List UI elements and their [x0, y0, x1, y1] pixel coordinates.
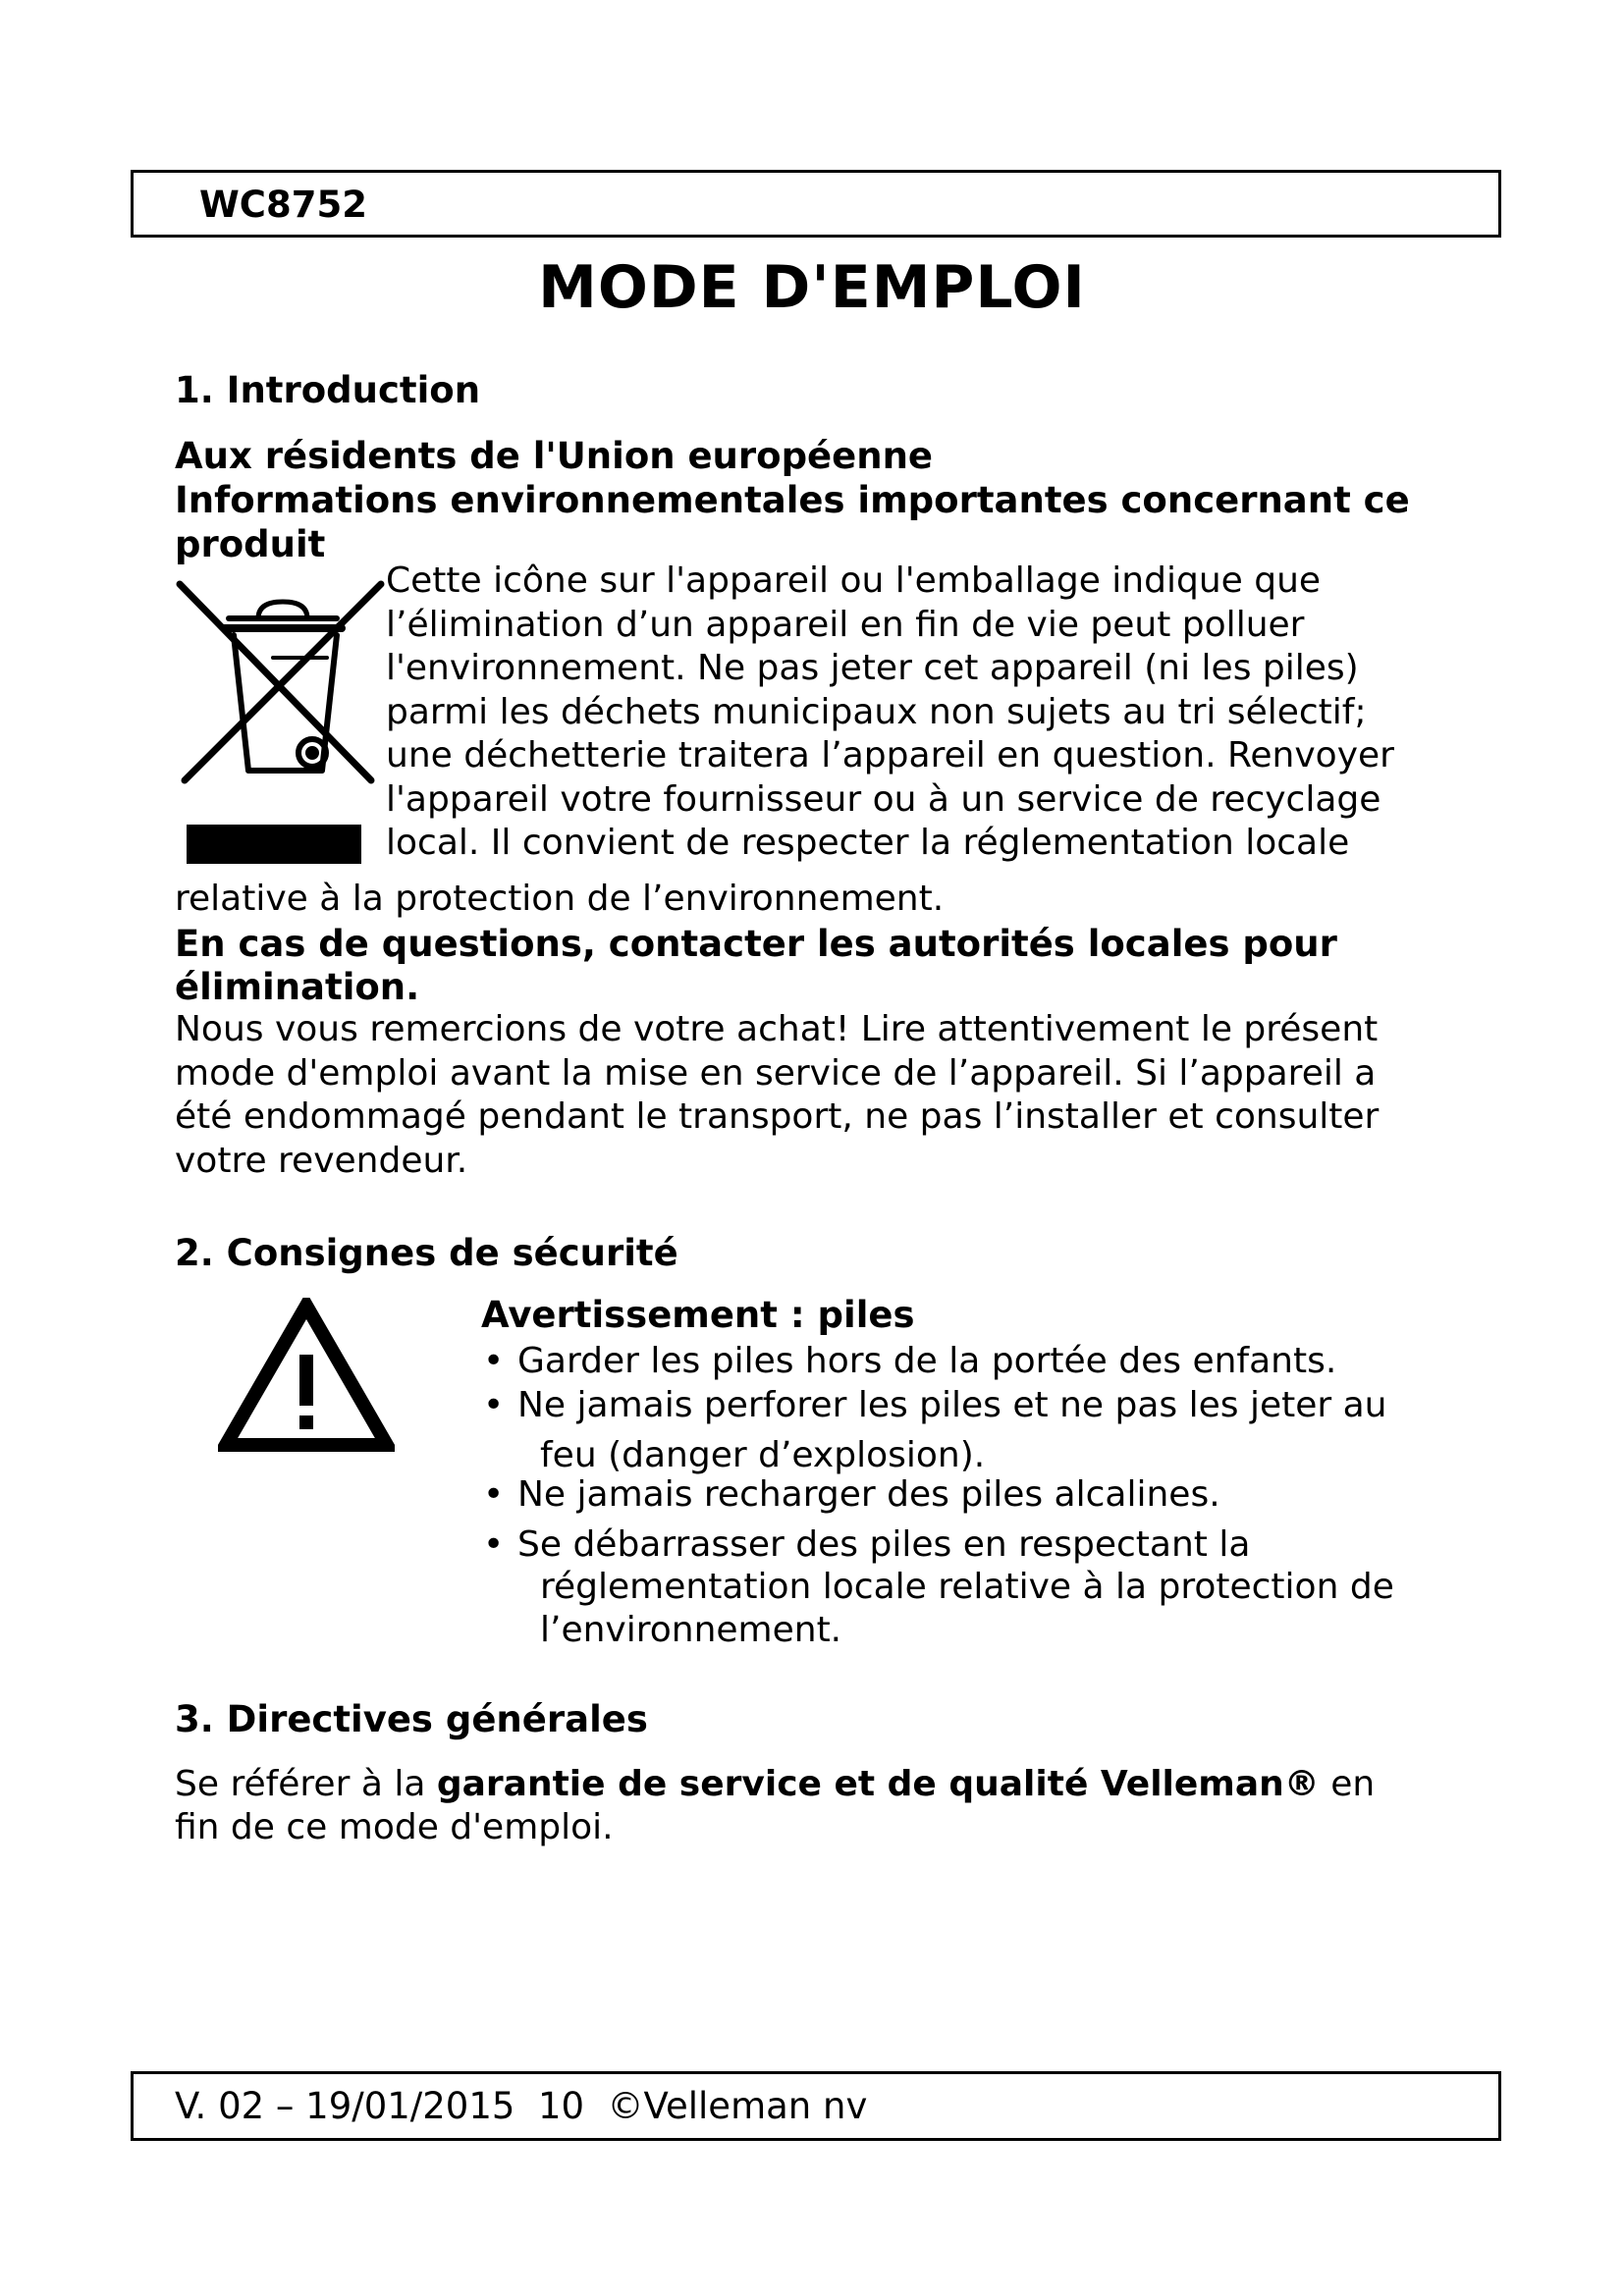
- section-3-heading: 3. Directives générales: [175, 1698, 648, 1740]
- weee-bin-icon: [175, 574, 386, 874]
- warning-triangle-icon: [218, 1298, 395, 1455]
- header-box: [131, 170, 1501, 238]
- weee-line: une déchetterie traitera l’appareil en question. Renvoyer: [386, 735, 1394, 775]
- page-title: MODE D'EMPLOI: [538, 253, 1086, 322]
- thanks-line: mode d'emploi avant la mise en service de l’appareil. Si l’appareil a: [175, 1052, 1377, 1094]
- model-number: WC8752: [199, 184, 367, 226]
- weee-line: Cette icône sur l'appareil ou l'emballage indique que: [386, 561, 1322, 601]
- bullet-text-cont: réglementation locale relative à la protection de: [540, 1567, 1394, 1607]
- bullet-dot: •: [483, 1474, 505, 1515]
- bullet-dot: •: [483, 1524, 505, 1565]
- bullet-text: Se débarrasser des piles en respectant la: [517, 1524, 1251, 1565]
- bullet-dot: •: [483, 1385, 505, 1425]
- weee-last-line: relative à la protection de l’environnement.: [175, 879, 945, 919]
- thanks-line: Nous vous remercions de votre achat! Lire attentivement le présent: [175, 1009, 1379, 1049]
- warranty-reference: garantie de service et de qualité Velleman®: [436, 1764, 1320, 1804]
- section-2-heading: 2. Consignes de sécurité: [175, 1232, 678, 1274]
- weee-text: [386, 560, 1394, 866]
- warning-title: Avertissement : piles: [481, 1294, 915, 1336]
- env-info-heading-cont: produit: [175, 523, 326, 565]
- weee-line: l’élimination d’un appareil en fin de vie peut polluer: [386, 604, 1305, 645]
- questions-text-cont: élimination.: [175, 966, 420, 1008]
- questions-text: En cas de questions, contacter les autorités locales pour: [175, 923, 1337, 965]
- weee-line: local. Il convient de respecter la réglementation locale: [386, 823, 1350, 863]
- thanks-paragraph: [175, 1008, 1379, 1183]
- bullet-text: Garder les piles hors de la portée des enfants.: [517, 1341, 1337, 1381]
- footer-text: V. 02 – 19/01/2015 10 ©Velleman nv: [175, 2085, 868, 2127]
- bullet-text-cont: l’environnement.: [540, 1610, 842, 1650]
- directives-line: [175, 1764, 1375, 1804]
- directives-text: en: [1319, 1764, 1376, 1804]
- weee-line: l'appareil votre fournisseur ou à un service de recyclage: [386, 778, 1381, 820]
- weee-line: parmi les déchets municipaux non sujets au tri sélectif;: [386, 691, 1367, 732]
- directives-line-2: fin de ce mode d'emploi.: [175, 1807, 614, 1847]
- env-info-heading: Informations environnementales importantes concernant ce: [175, 479, 1410, 521]
- thanks-line: votre revendeur.: [175, 1140, 468, 1181]
- thanks-line: été endommagé pendant le transport, ne pas l’installer et consulter: [175, 1096, 1380, 1137]
- weee-line: l'environnement. Ne pas jeter cet appareil (ni les piles): [386, 648, 1359, 688]
- bullet-text-cont: feu (danger d’explosion).: [540, 1435, 986, 1475]
- bullet-text: Ne jamais recharger des piles alcalines.: [517, 1474, 1220, 1515]
- footer-box: [131, 2071, 1501, 2141]
- directives-text: Se référer à la: [175, 1764, 437, 1804]
- bullet-dot: •: [483, 1341, 505, 1381]
- eu-heading: Aux résidents de l'Union européenne: [175, 435, 934, 477]
- bullet-text: Ne jamais perforer les piles et ne pas les jeter au: [517, 1385, 1387, 1425]
- section-1-heading: 1. Introduction: [175, 369, 481, 411]
